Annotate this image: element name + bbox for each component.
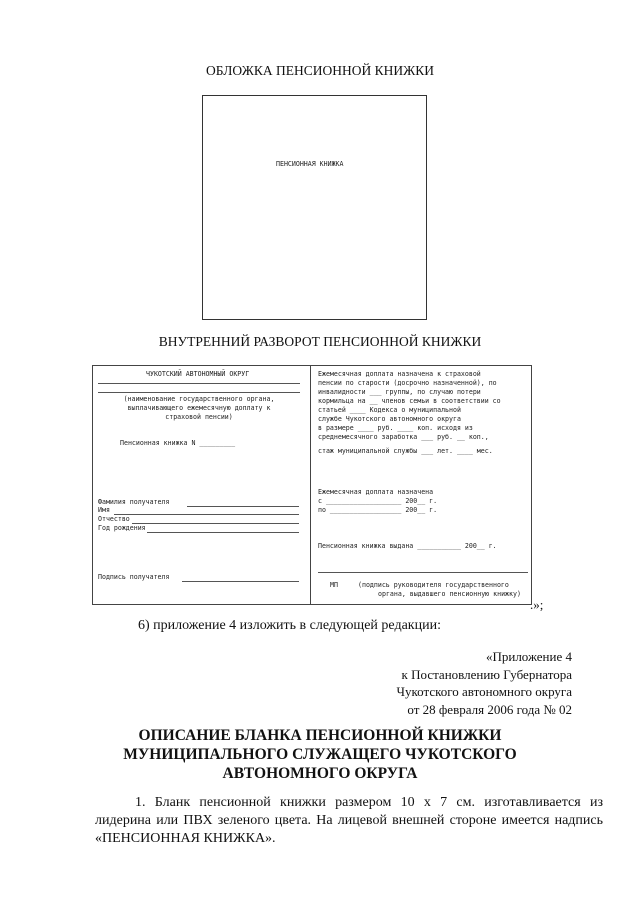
paragraph-1: 1. Бланк пенсионной книжки размером 10 х 7 см. изготавливается из лидерина или ПВХ зеленого цвета. На лицевой внешней стороне имеется надпись «ПЕНСИОННАЯ КНИЖКА». — [95, 795, 603, 846]
heading-line-3: АВТОНОМНОГО ОКРУГА — [222, 765, 418, 782]
inner-spread — [92, 365, 532, 605]
text-line-5: статьей ____ Кодекса о муниципальной — [318, 406, 461, 414]
cover-text: ПЕНСИОННАЯ КНИЖКА — [276, 160, 344, 168]
field-label-surname: Фамилия получателя — [98, 498, 170, 506]
spread-caption: ВНУТРЕННИЙ РАЗВОРОТ ПЕНСИОННОЙ КНИЖКИ — [158, 334, 482, 349]
item-6: 6) приложение 4 изложить в следующей редакции: — [138, 618, 441, 633]
text-line-8: среднемесячного заработка ___ руб. __ коп., — [318, 433, 489, 441]
text-line-6: службе Чукотского автономного округа — [318, 415, 461, 423]
issued-date: Пенсионная книжка выдана ___________ 200__ г. — [318, 542, 497, 550]
heading-line-1: ОПИСАНИЕ БЛАНКА ПЕНСИОННОЙ КНИЖКИ — [138, 727, 502, 744]
text-line-3: инвалидности ___ группы, по случаю потери — [318, 388, 481, 396]
text-line-4: кормильца на __ членов семьи в соответствии со — [318, 397, 501, 405]
pension-book-number: Пенсионная книжка N _________ — [120, 439, 236, 447]
field-label-name: Имя — [98, 506, 110, 514]
org-note-2: выплачивающего ежемесячную доплату к — [127, 404, 271, 412]
field-label-birth-year: Год рождения — [98, 524, 146, 532]
service-length: стаж муниципальной службы ___ лет. ____ мес. — [318, 447, 493, 455]
head-signature-note-1: (подпись руководителя государственного — [358, 581, 509, 589]
org-note-1: (наименование государственного органа, — [123, 395, 275, 403]
recipient-signature-label: Подпись получателя — [98, 573, 170, 581]
payment-from: с ___________________ 200__ г. — [318, 497, 438, 505]
document-heading — [0, 726, 640, 783]
text-line-2: пенсии по старости (досрочно назначенной), по — [318, 379, 497, 387]
appendix-line-3: Чукотского автономного округа — [396, 684, 572, 699]
spread-end-mark: .»; — [530, 597, 544, 612]
head-signature-note-2: органа, выдавшего пенсионную книжку) — [378, 590, 521, 598]
cover-frame — [202, 95, 427, 320]
appendix-line-2: к Постановлению Губернатора — [401, 666, 572, 682]
region-name: ЧУКОТСКИЙ АВТОНОМНЫЙ ОКРУГ — [146, 370, 250, 378]
text-line-7: в размере ____ руб. ____ коп. исходя из — [318, 424, 473, 432]
appendix-line-1: «Приложение 4 — [485, 649, 572, 664]
stamp-label: МП — [330, 581, 338, 589]
org-note-3: страховой пенсии) — [165, 413, 233, 421]
cover-caption: ОБЛОЖКА ПЕНСИОННОЙ КНИЖКИ — [206, 63, 434, 78]
appendix-reference — [397, 648, 572, 718]
payment-title: Ежемесячная доплата назначена — [318, 488, 434, 496]
text-line-1: Ежемесячная доплата назначена к страховой — [318, 370, 481, 378]
appendix-line-4: от 28 февраля 2006 года № 02 — [407, 701, 572, 717]
field-label-patronymic: Отчество — [98, 515, 130, 523]
payment-to: по __________________ 200__ г. — [318, 506, 438, 514]
heading-line-2: МУНИЦИПАЛЬНОГО СЛУЖАЩЕГО ЧУКОТСКОГО — [123, 746, 517, 763]
